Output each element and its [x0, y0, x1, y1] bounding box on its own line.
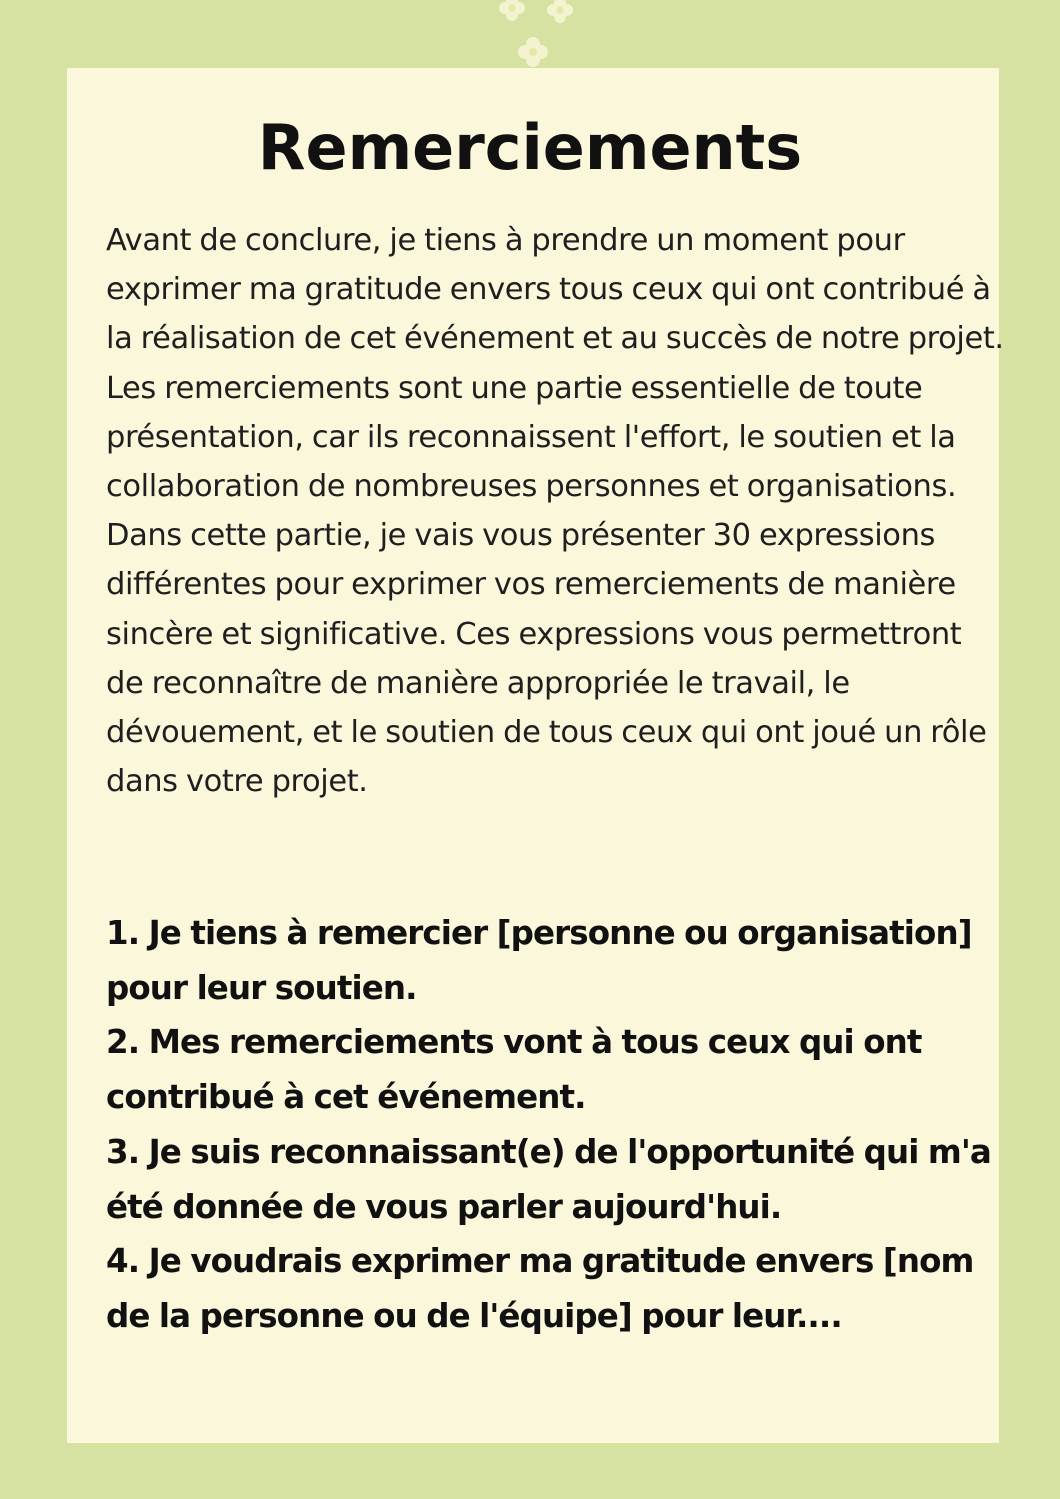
flower-icon — [499, 0, 525, 21]
flower-icon — [518, 37, 548, 67]
intro-paragraph: Avant de conclure, je tiens à prendre un moment pour exprimer ma gratitude envers tous ceux qui ont contribué à la réalisation de cet événement et au succès de notre projet. Les remerciements sont une partie essentielle de toute présentation, car ils reconnaissent l'effort, le soutien et la collaboration de nombreuses personnes et organisations. — [106, 223, 1004, 505]
page-title: Remerciements — [257, 111, 803, 184]
expressions-list — [106, 906, 1006, 1344]
flower-decoration — [480, 0, 590, 72]
intro-text — [106, 216, 1006, 806]
intro-paragraph: Dans cette partie, je vais vous présenter 30 expressions différentes pour exprimer vos remerciements de manière sincère et significative. Ces expressions vous permettront de reconnaître de manière appropriée le travail, le dévouement, et le soutien de tous ceux qui ont joué un rôle dans votre projet. — [106, 518, 987, 800]
list-item: 3. Je suis reconnaissant(e) de l'opportunité qui m'a été donnée de vous parler aujourd'hui. — [106, 1132, 991, 1226]
list-item: 1. Je tiens à remercier [personne ou organisation] pour leur soutien. — [106, 914, 972, 1007]
list-item: 4. Je voudrais exprimer ma gratitude envers [nom de la personne ou de l'équipe] pour leur.... — [106, 1242, 974, 1335]
list-item: 2. Mes remerciements vont à tous ceux qui ont contribué à cet événement. — [106, 1023, 922, 1117]
flower-icon — [547, 0, 573, 23]
